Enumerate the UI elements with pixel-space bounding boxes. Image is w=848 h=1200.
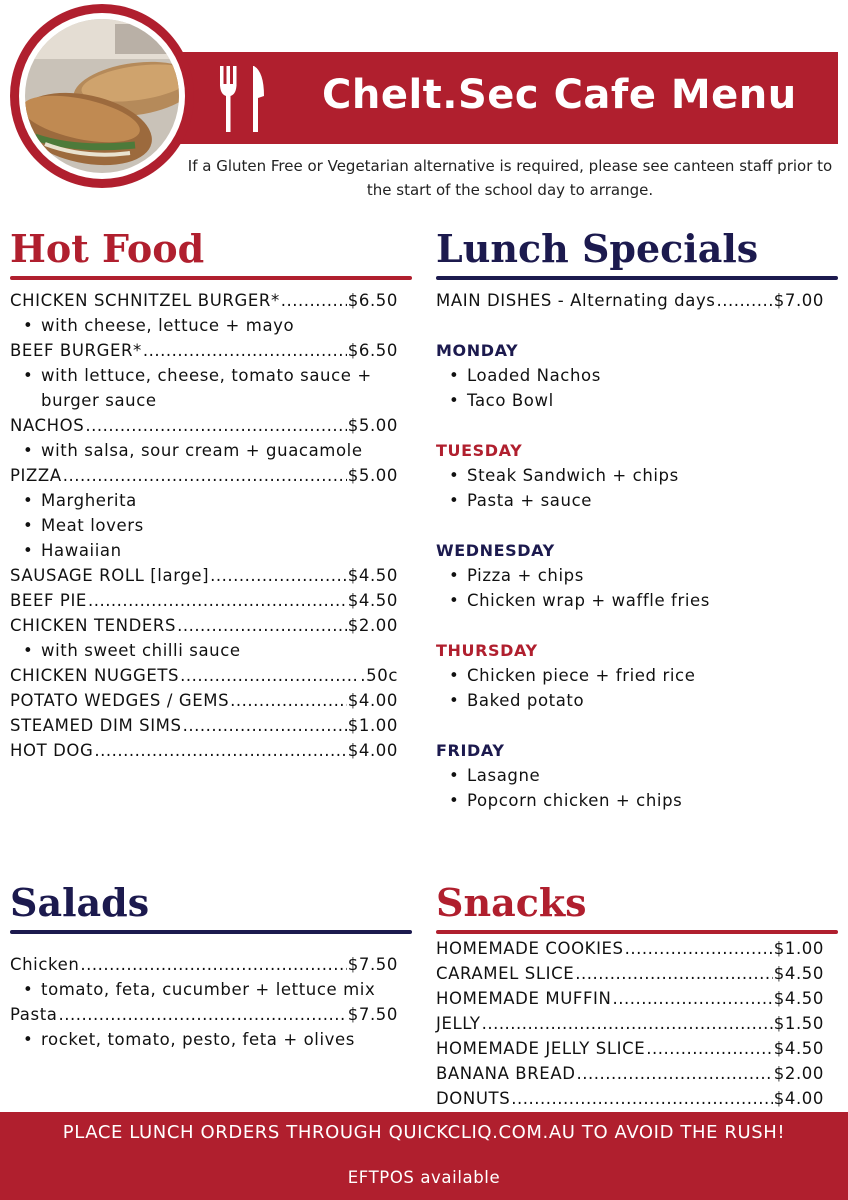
day-heading: TUESDAY [436,441,523,460]
day-heading: WEDNESDAY [436,541,555,560]
item-name: JELLY [436,1014,481,1033]
snack-row [436,986,824,1011]
hot-food-divider [10,276,412,280]
menu-item-row [10,688,398,713]
item-price: $2.00 [773,1064,824,1083]
dot-leader [94,738,346,763]
item-price: $7.50 [347,1005,398,1024]
snacks-title: Snacks [436,880,587,925]
item-name: BANANA BREAD [436,1064,576,1083]
item-name: PIZZA [10,466,62,485]
order-notice: PLACE LUNCH ORDERS THROUGH QUICKCLIQ.COM.AU TO AVOID THE RUSH! [62,1122,786,1143]
dish-item: • Chicken piece + fried rice [436,663,824,688]
item-note: • with sweet chilli sauce [10,638,398,663]
dish-item: • Chicken wrap + waffle fries [436,588,824,613]
item-price: $6.50 [347,341,398,360]
item-name: STEAMED DIM SIMS [10,716,182,735]
salads-title: Salads [10,880,150,925]
item-price: $4.50 [347,591,398,610]
item-price: $6.50 [347,291,398,310]
item-note: • tomato, feta, cucumber + lettuce mix [10,977,398,1002]
dot-leader [177,613,347,638]
salads-section [10,880,412,1052]
item-name: CHICKEN NUGGETS [10,666,180,685]
dot-leader [625,936,773,961]
cutlery-icon [218,66,266,132]
dish-item: • Loaded Nachos [436,363,824,388]
dot-leader [180,663,359,688]
item-name: SAUSAGE ROLL [large] [10,566,210,585]
footer-banner [0,1112,848,1200]
salad-row [10,1002,398,1027]
dot-leader [63,463,347,488]
snack-row [436,1061,824,1086]
item-name: Pasta [10,1005,58,1024]
salads-divider [10,930,412,934]
lunch-specials-title: Lunch Specials [436,226,759,271]
dish-item: • Pasta + sauce [436,488,824,513]
item-name: HOMEMADE MUFFIN [436,989,612,1008]
dot-leader [511,1086,772,1111]
item-name: CHICKEN TENDERS [10,616,177,635]
item-name: HOT DOG [10,741,94,760]
item-price: $4.00 [773,1089,824,1108]
menu-item-row [10,663,398,688]
hot-food-title: Hot Food [10,226,205,271]
snacks-list [436,936,824,1111]
spacer [436,313,824,338]
menu-item-row [10,563,398,588]
item-name: HOMEMADE JELLY SLICE [436,1039,646,1058]
dot-leader [577,1061,773,1086]
day-heading: THURSDAY [436,641,538,660]
spacer [436,513,824,538]
item-name: Chicken [10,955,80,974]
item-name: POTATO WEDGES / GEMS [10,691,230,710]
menu-item-row [10,463,398,488]
spacer [436,713,824,738]
dot-leader [646,1036,773,1061]
item-price: $4.50 [773,964,824,983]
item-name: HOMEMADE COOKIES [436,939,624,958]
dish-item: • Taco Bowl [436,388,824,413]
item-name: MAIN DISHES - Alternating days [436,291,716,310]
hot-food-section [10,226,412,763]
snack-row [436,1036,824,1061]
eftpos-notice: EFTPOS available [347,1168,501,1187]
snacks-section [436,880,838,1111]
dot-leader [281,288,347,313]
dish-item: • Popcorn chicken + chips [436,788,824,813]
hot-food-list [10,288,398,763]
lunch-specials-divider [436,276,838,280]
item-price: .50c [360,666,398,685]
dot-leader [80,952,346,977]
item-note: • Hawaiian [10,538,398,563]
menu-item-row [10,413,398,438]
item-price: $5.00 [347,466,398,485]
dish-item: • Baked potato [436,688,824,713]
item-price: $4.00 [347,741,398,760]
menu-item-row [10,613,398,638]
dietary-notice: If a Gluten Free or Vegetarian alternative is required, please see canteen staff prior to the start of the school day to arrange. [187,157,833,199]
lunch-specials-section [436,226,838,813]
item-note: • rocket, tomato, pesto, feta + olives [10,1027,398,1052]
snack-row [436,1086,824,1111]
item-name: CARAMEL SLICE [436,964,575,983]
dish-item: • Steak Sandwich + chips [436,463,824,488]
item-price: $4.50 [773,1039,824,1058]
snack-row [436,936,824,961]
snacks-divider [436,930,838,934]
snack-row [436,1011,824,1036]
dot-leader [482,1011,773,1036]
dot-leader [210,563,347,588]
spacer [436,613,824,638]
main-dishes-row [436,288,824,313]
dot-leader [717,288,773,313]
menu-item-row [10,288,398,313]
menu-item-row [10,738,398,763]
dot-leader [183,713,347,738]
item-price: $5.00 [347,416,398,435]
item-note: • Margherita [10,488,398,513]
item-name: CHICKEN SCHNITZEL BURGER* [10,291,280,310]
dot-leader [575,961,772,986]
dot-leader [85,413,346,438]
dot-leader [59,1002,347,1027]
lunch-specials-list [436,288,824,813]
item-note: • with lettuce, cheese, tomato sauce + burger sauce [10,363,398,413]
item-price: $1.50 [773,1014,824,1033]
dish-item: • Lasagne [436,763,824,788]
spacer [436,413,824,438]
dot-leader [230,688,347,713]
item-price: $4.50 [347,566,398,585]
item-note: • Meat lovers [10,513,398,538]
menu-item-row [10,713,398,738]
item-price: $4.00 [347,691,398,710]
menu-item-row [10,588,398,613]
menu-item-row [10,338,398,363]
item-note: • with salsa, sour cream + guacamole [10,438,398,463]
item-price: $7.00 [773,291,824,310]
item-price: $1.00 [773,939,824,958]
item-price: $7.50 [347,955,398,974]
item-name: BEEF PIE [10,591,87,610]
item-name: BEEF BURGER* [10,341,142,360]
item-name: DONUTS [436,1089,511,1108]
snack-row [436,961,824,986]
dot-leader [612,986,772,1011]
salad-row [10,952,398,977]
food-photo [25,19,179,173]
item-price: $4.50 [773,989,824,1008]
salads-list [10,952,398,1052]
day-heading: FRIDAY [436,741,505,760]
day-heading: MONDAY [436,341,519,360]
page-title: Chelt.Sec Cafe Menu [322,72,797,118]
item-price: $1.00 [347,716,398,735]
dot-leader [143,338,347,363]
dot-leader [88,588,347,613]
dish-item: • Pizza + chips [436,563,824,588]
item-note: • with cheese, lettuce + mayo [10,313,398,338]
item-name: NACHOS [10,416,85,435]
item-price: $2.00 [347,616,398,635]
